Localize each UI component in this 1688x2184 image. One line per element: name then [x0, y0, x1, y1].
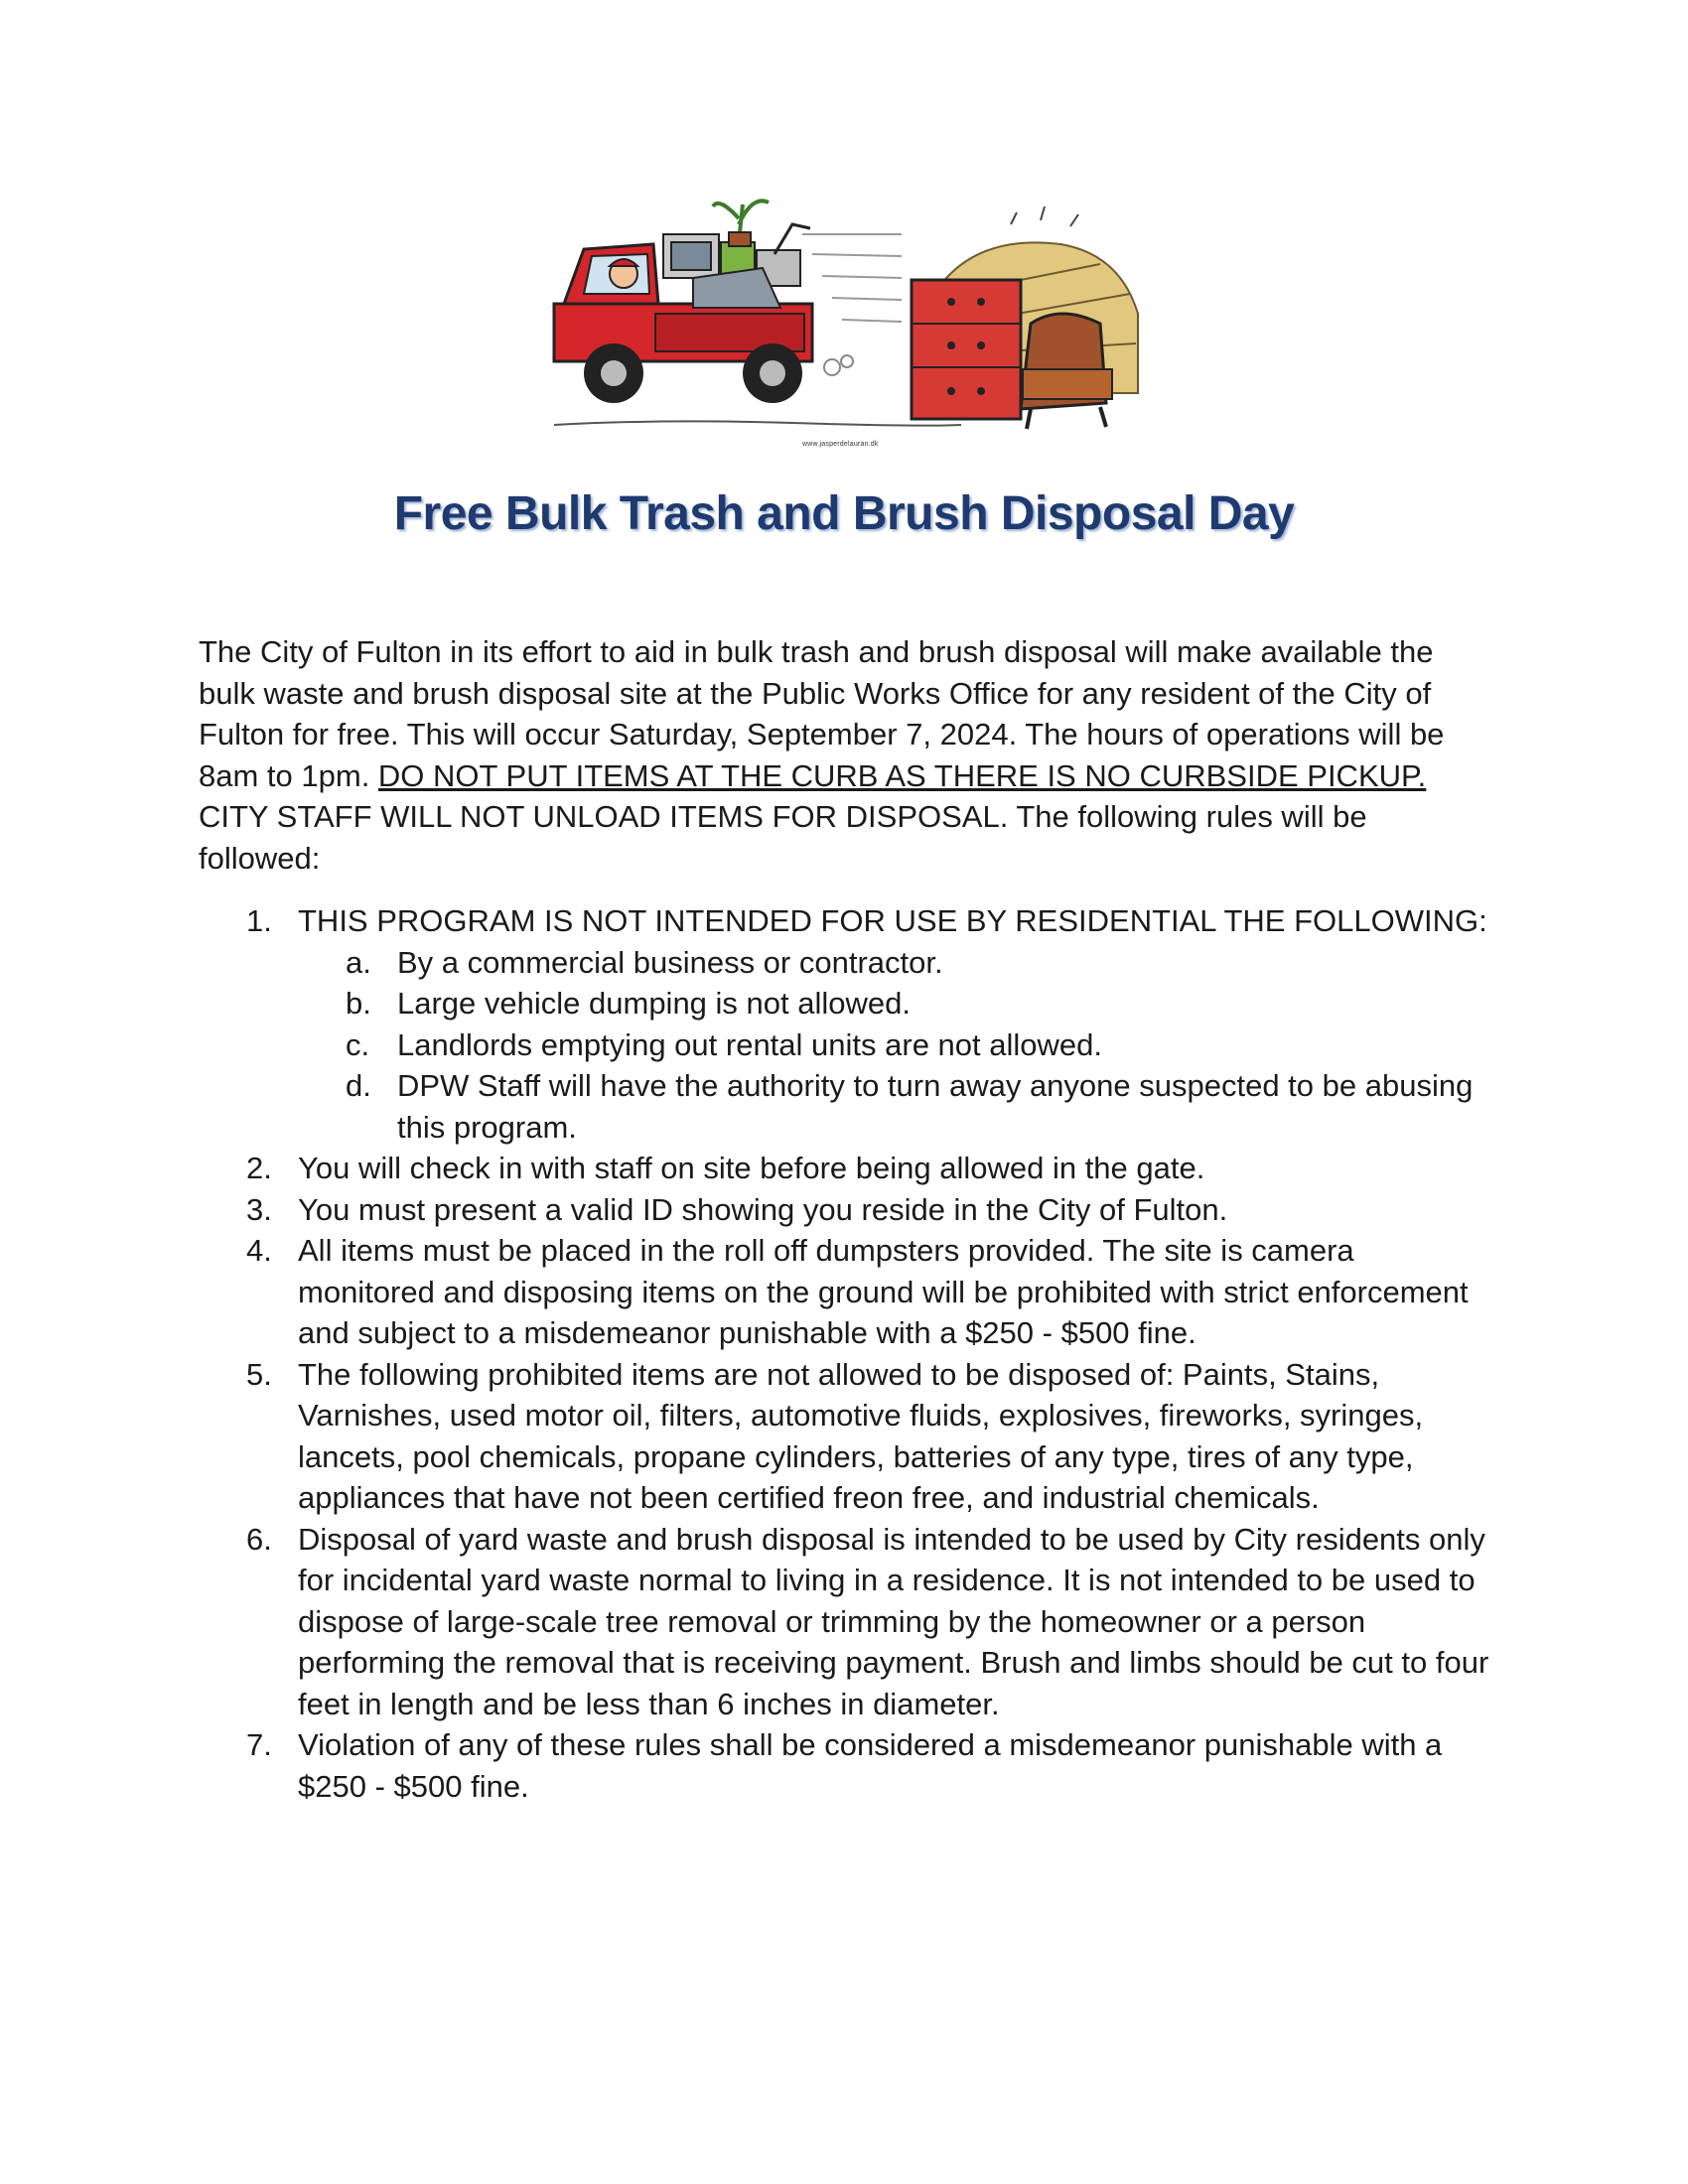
- rule-item: [199, 1189, 1489, 1231]
- subrule-item: [298, 942, 1489, 984]
- subrule-letter: c.: [346, 1026, 370, 1062]
- rule-number: 5.: [246, 1356, 272, 1392]
- subrule-text: Landlords emptying out rental units are not allowed.: [397, 1026, 1102, 1062]
- rule-number: 7.: [246, 1727, 272, 1762]
- rule-text: You will check in with staff on site before being allowed in the gate.: [298, 1151, 1205, 1185]
- illustration-credit: www.jasperdelauran.dk: [802, 441, 879, 448]
- subrule-item: [298, 1024, 1489, 1066]
- subrule-letter: b.: [346, 986, 371, 1021]
- rule-number: 4.: [246, 1233, 272, 1268]
- subrule-item: [298, 983, 1489, 1024]
- intro-text-start: The City of Fulton in its effort to aid in bulk trash and brush disposal will make available the bulk waste and brush disposal site at the Public Works Office for any resident of the City of Fulton for free. This will occur Saturday, September 7, 2024. The hours of operations will be 8am to 1pm.: [199, 634, 1445, 793]
- subrule-item: [298, 1065, 1489, 1148]
- subrule-text: Large vehicle dumping is not allowed.: [397, 986, 911, 1021]
- subrule-letter: a.: [346, 944, 371, 980]
- rule-item: [199, 1354, 1489, 1519]
- rule-item: [199, 1724, 1489, 1807]
- intro-text-end: CITY STAFF WILL NOT UNLOAD ITEMS FOR DISPOSAL. The following rules will be followed:: [199, 799, 1367, 876]
- rule-text: Violation of any of these rules shall be considered a misdemeanor punishable with a $250 - $500 fine.: [298, 1727, 1443, 1804]
- subrule-letter: d.: [346, 1068, 371, 1103]
- rule-number: 2.: [246, 1151, 272, 1185]
- rule-item: [199, 1230, 1489, 1354]
- rule-number: 1.: [246, 903, 272, 938]
- rule-text: You must present a valid ID showing you reside in the City of Fulton.: [298, 1191, 1228, 1227]
- rule-number: 3.: [246, 1191, 272, 1227]
- flyer-body: [199, 631, 1489, 1807]
- subrule-text: By a commercial business or contractor.: [397, 944, 943, 980]
- intro-underlined-notice: DO NOT PUT ITEMS AT THE CURB AS THERE IS NO CURBSIDE PICKUP.: [377, 757, 1427, 793]
- rule-item: [199, 1519, 1489, 1725]
- page-title: Free Bulk Trash and Brush Disposal Day: [393, 487, 1295, 540]
- rule-text: THIS PROGRAM IS NOT INTENDED FOR USE BY RESIDENTIAL THE FOLLOWING:: [298, 903, 1487, 938]
- rule-text: Disposal of yard waste and brush disposal is intended to be used by City residents only for incidental yard waste normal to living in a residence. It is not intended to be used to dispose of large-scale tree removal or trimming by the homeowner or a person performing the removal that is receiving payment. Brush and limbs should be cut to four feet in length and be less than 6 inches in diameter.: [298, 1521, 1489, 1721]
- truck-hauling-junk-illustration: [544, 195, 1144, 461]
- subrules-list: [298, 942, 1489, 1149]
- rule-item: [199, 900, 1489, 1148]
- rule-number: 6.: [246, 1521, 272, 1557]
- rule-text: The following prohibited items are not allowed to be disposed of: Paints, Stains, Varnishes, used motor oil, filters, automotive fluids, explosives, fireworks, syringes, lancets, pool chemicals, propane cylinders, batteries of any type, tires of any type, appliances that have not been certified freon free, and industrial chemicals.: [298, 1356, 1424, 1515]
- rule-text: All items must be placed in the roll off dumpsters provided. The site is camera monitored and disposing items on the ground will be prohibited with strict enforcement and subject to a misdemeanor punishable with a $250 - $500 fine.: [298, 1233, 1469, 1350]
- rules-list: [199, 900, 1489, 1807]
- rule-item: [199, 1148, 1489, 1189]
- intro-paragraph: [199, 631, 1489, 879]
- subrule-text: DPW Staff will have the authority to turn away anyone suspected to be abusing this program.: [397, 1068, 1474, 1145]
